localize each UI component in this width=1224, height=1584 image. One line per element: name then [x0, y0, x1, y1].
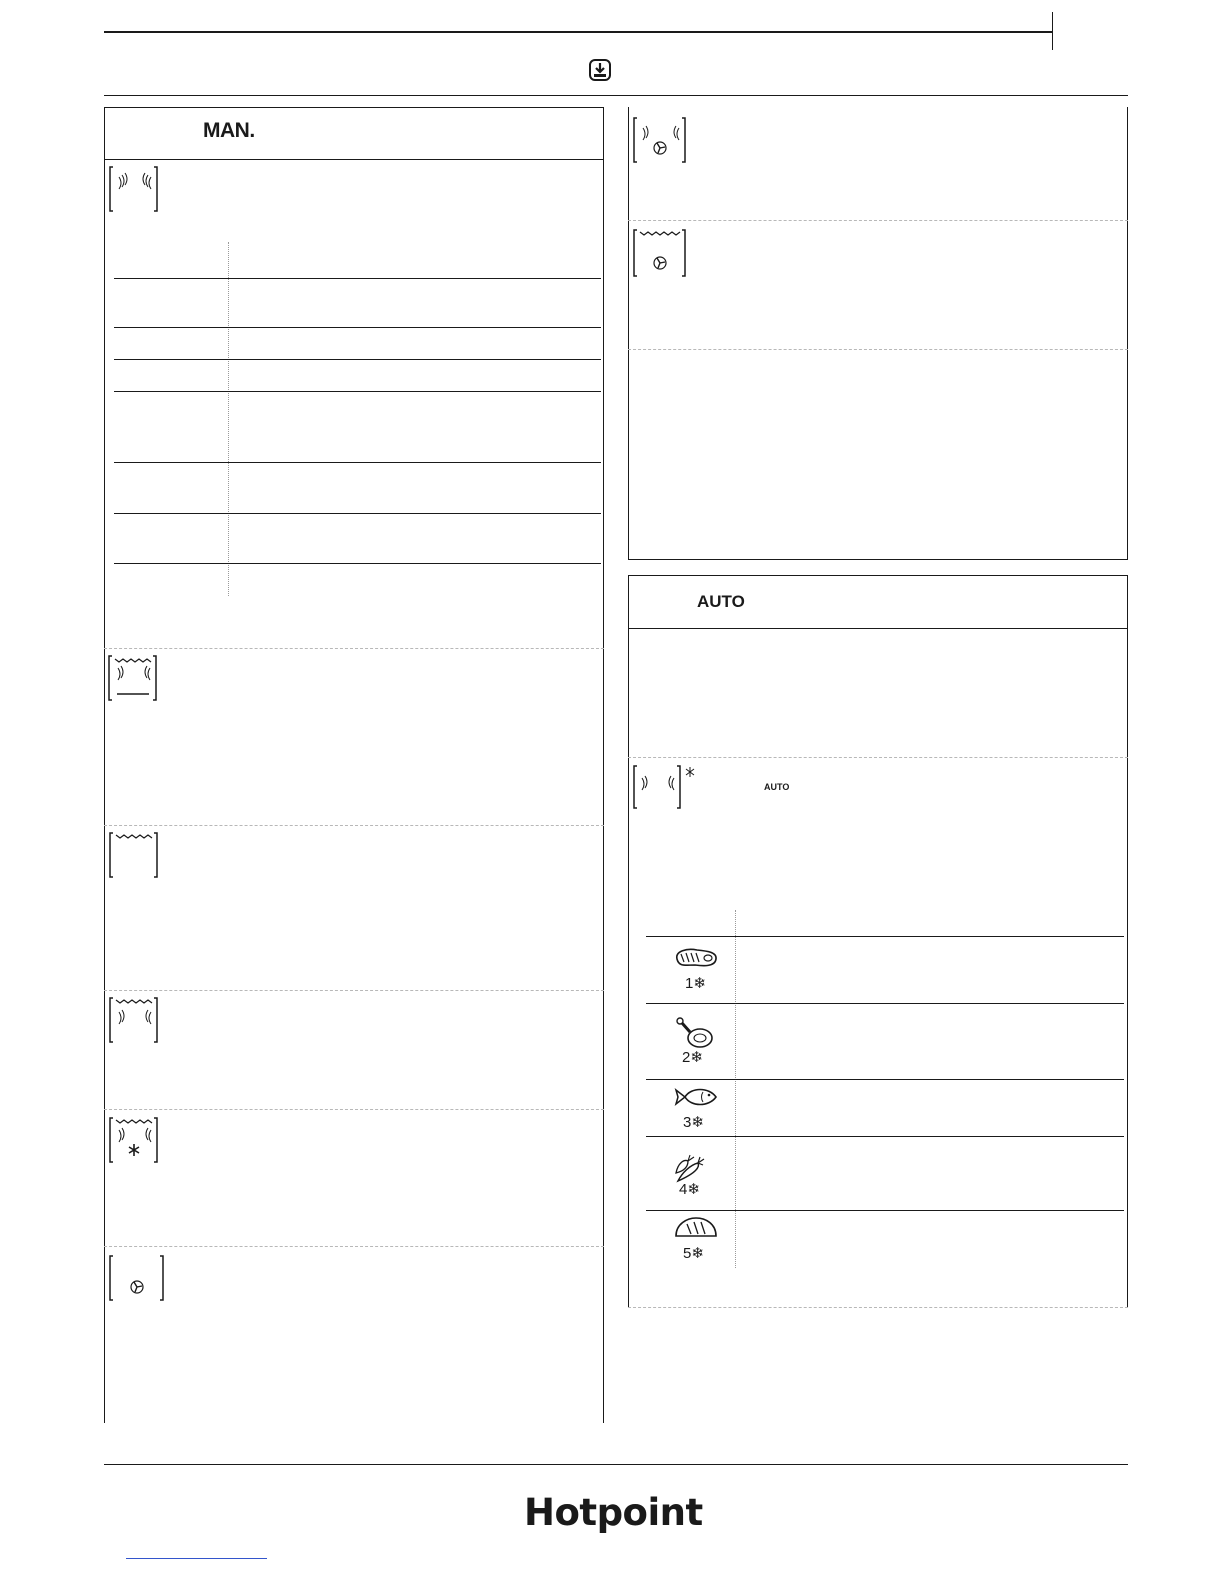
- food-table-column-divider: [735, 910, 736, 1268]
- right-panel-border-left: [628, 107, 629, 559]
- brand-logo: Hotpoint: [524, 1491, 703, 1534]
- snowflake-icon: ❄: [690, 1049, 703, 1066]
- food-number: 3❄: [683, 1114, 704, 1131]
- auto-panel-border-left: [628, 575, 629, 1307]
- poultry-icon: [674, 1016, 718, 1050]
- food-number: 4❄: [679, 1181, 700, 1198]
- table-row: [114, 563, 601, 564]
- auto-panel-border-right: [1127, 575, 1128, 1307]
- header-corner-mark: [1052, 12, 1053, 50]
- table-row: [114, 359, 601, 360]
- food-number: 5❄: [683, 1245, 704, 1262]
- section-divider: [628, 757, 1128, 758]
- section-divider: [104, 648, 604, 649]
- right-panel-border-right: [1127, 107, 1128, 559]
- section-divider: [104, 825, 604, 826]
- header-rule: [104, 31, 1052, 33]
- auto-panel-top: [628, 575, 1128, 576]
- table-column-divider: [228, 242, 229, 596]
- food-number: 2❄: [682, 1049, 703, 1066]
- download-icon[interactable]: [589, 59, 611, 81]
- table-row: [114, 278, 601, 279]
- grill-bottom-heat-icon: [108, 654, 160, 702]
- top-heat-icon: [109, 831, 161, 879]
- section-divider: [628, 220, 1128, 221]
- table-row: [114, 391, 601, 392]
- left-panel-border-right: [603, 107, 604, 1423]
- snowflake-icon: ❄: [691, 1245, 704, 1262]
- section-divider: [628, 349, 1128, 350]
- fan-icon: [109, 1254, 167, 1302]
- snowflake-icon: ❄: [691, 1114, 704, 1131]
- food-table-row: [646, 1079, 1124, 1080]
- grill-fan-icon: [633, 116, 689, 164]
- table-row: [114, 462, 601, 463]
- snowflake-icon: ❄: [687, 1181, 700, 1198]
- auto-panel-title-rule: [628, 628, 1128, 629]
- food-table-row: [646, 1210, 1124, 1211]
- food-table-row: [646, 936, 1124, 937]
- auto-title: AUTO: [697, 592, 745, 611]
- section-divider: [104, 1246, 604, 1247]
- meat-icon: [673, 945, 719, 973]
- auto-mode-label: AUTO: [764, 782, 790, 792]
- defrost-grill-icon: [109, 1116, 161, 1164]
- table-row: [114, 327, 601, 328]
- top-heat-fan-icon: [633, 228, 689, 278]
- table-row: [114, 513, 601, 514]
- footer-rule: [104, 1464, 1128, 1465]
- bread-icon: [673, 1214, 719, 1242]
- left-panel-title-rule: [104, 159, 604, 160]
- top-grill-icon: [109, 996, 161, 1044]
- grill-symbol-icon: [109, 165, 161, 213]
- food-table-row: [646, 1003, 1124, 1004]
- food-number: 1❄: [685, 975, 706, 992]
- header-bottom-rule: [104, 95, 1128, 96]
- right-panel-bottom: [628, 559, 1128, 560]
- man-title: MAN.: [203, 119, 255, 142]
- section-divider: [104, 1109, 604, 1110]
- defrost-auto-icon: [633, 764, 713, 810]
- section-divider: [104, 990, 604, 991]
- food-table-row: [646, 1136, 1124, 1137]
- vegetables-icon: [674, 1151, 712, 1183]
- fish-icon: [673, 1085, 719, 1109]
- left-panel-border-left: [104, 107, 105, 1423]
- auto-panel-bottom: [628, 1307, 1128, 1308]
- snowflake-icon: ❄: [693, 975, 706, 992]
- link-underline[interactable]: [126, 1558, 267, 1559]
- left-panel-top: [104, 107, 604, 108]
